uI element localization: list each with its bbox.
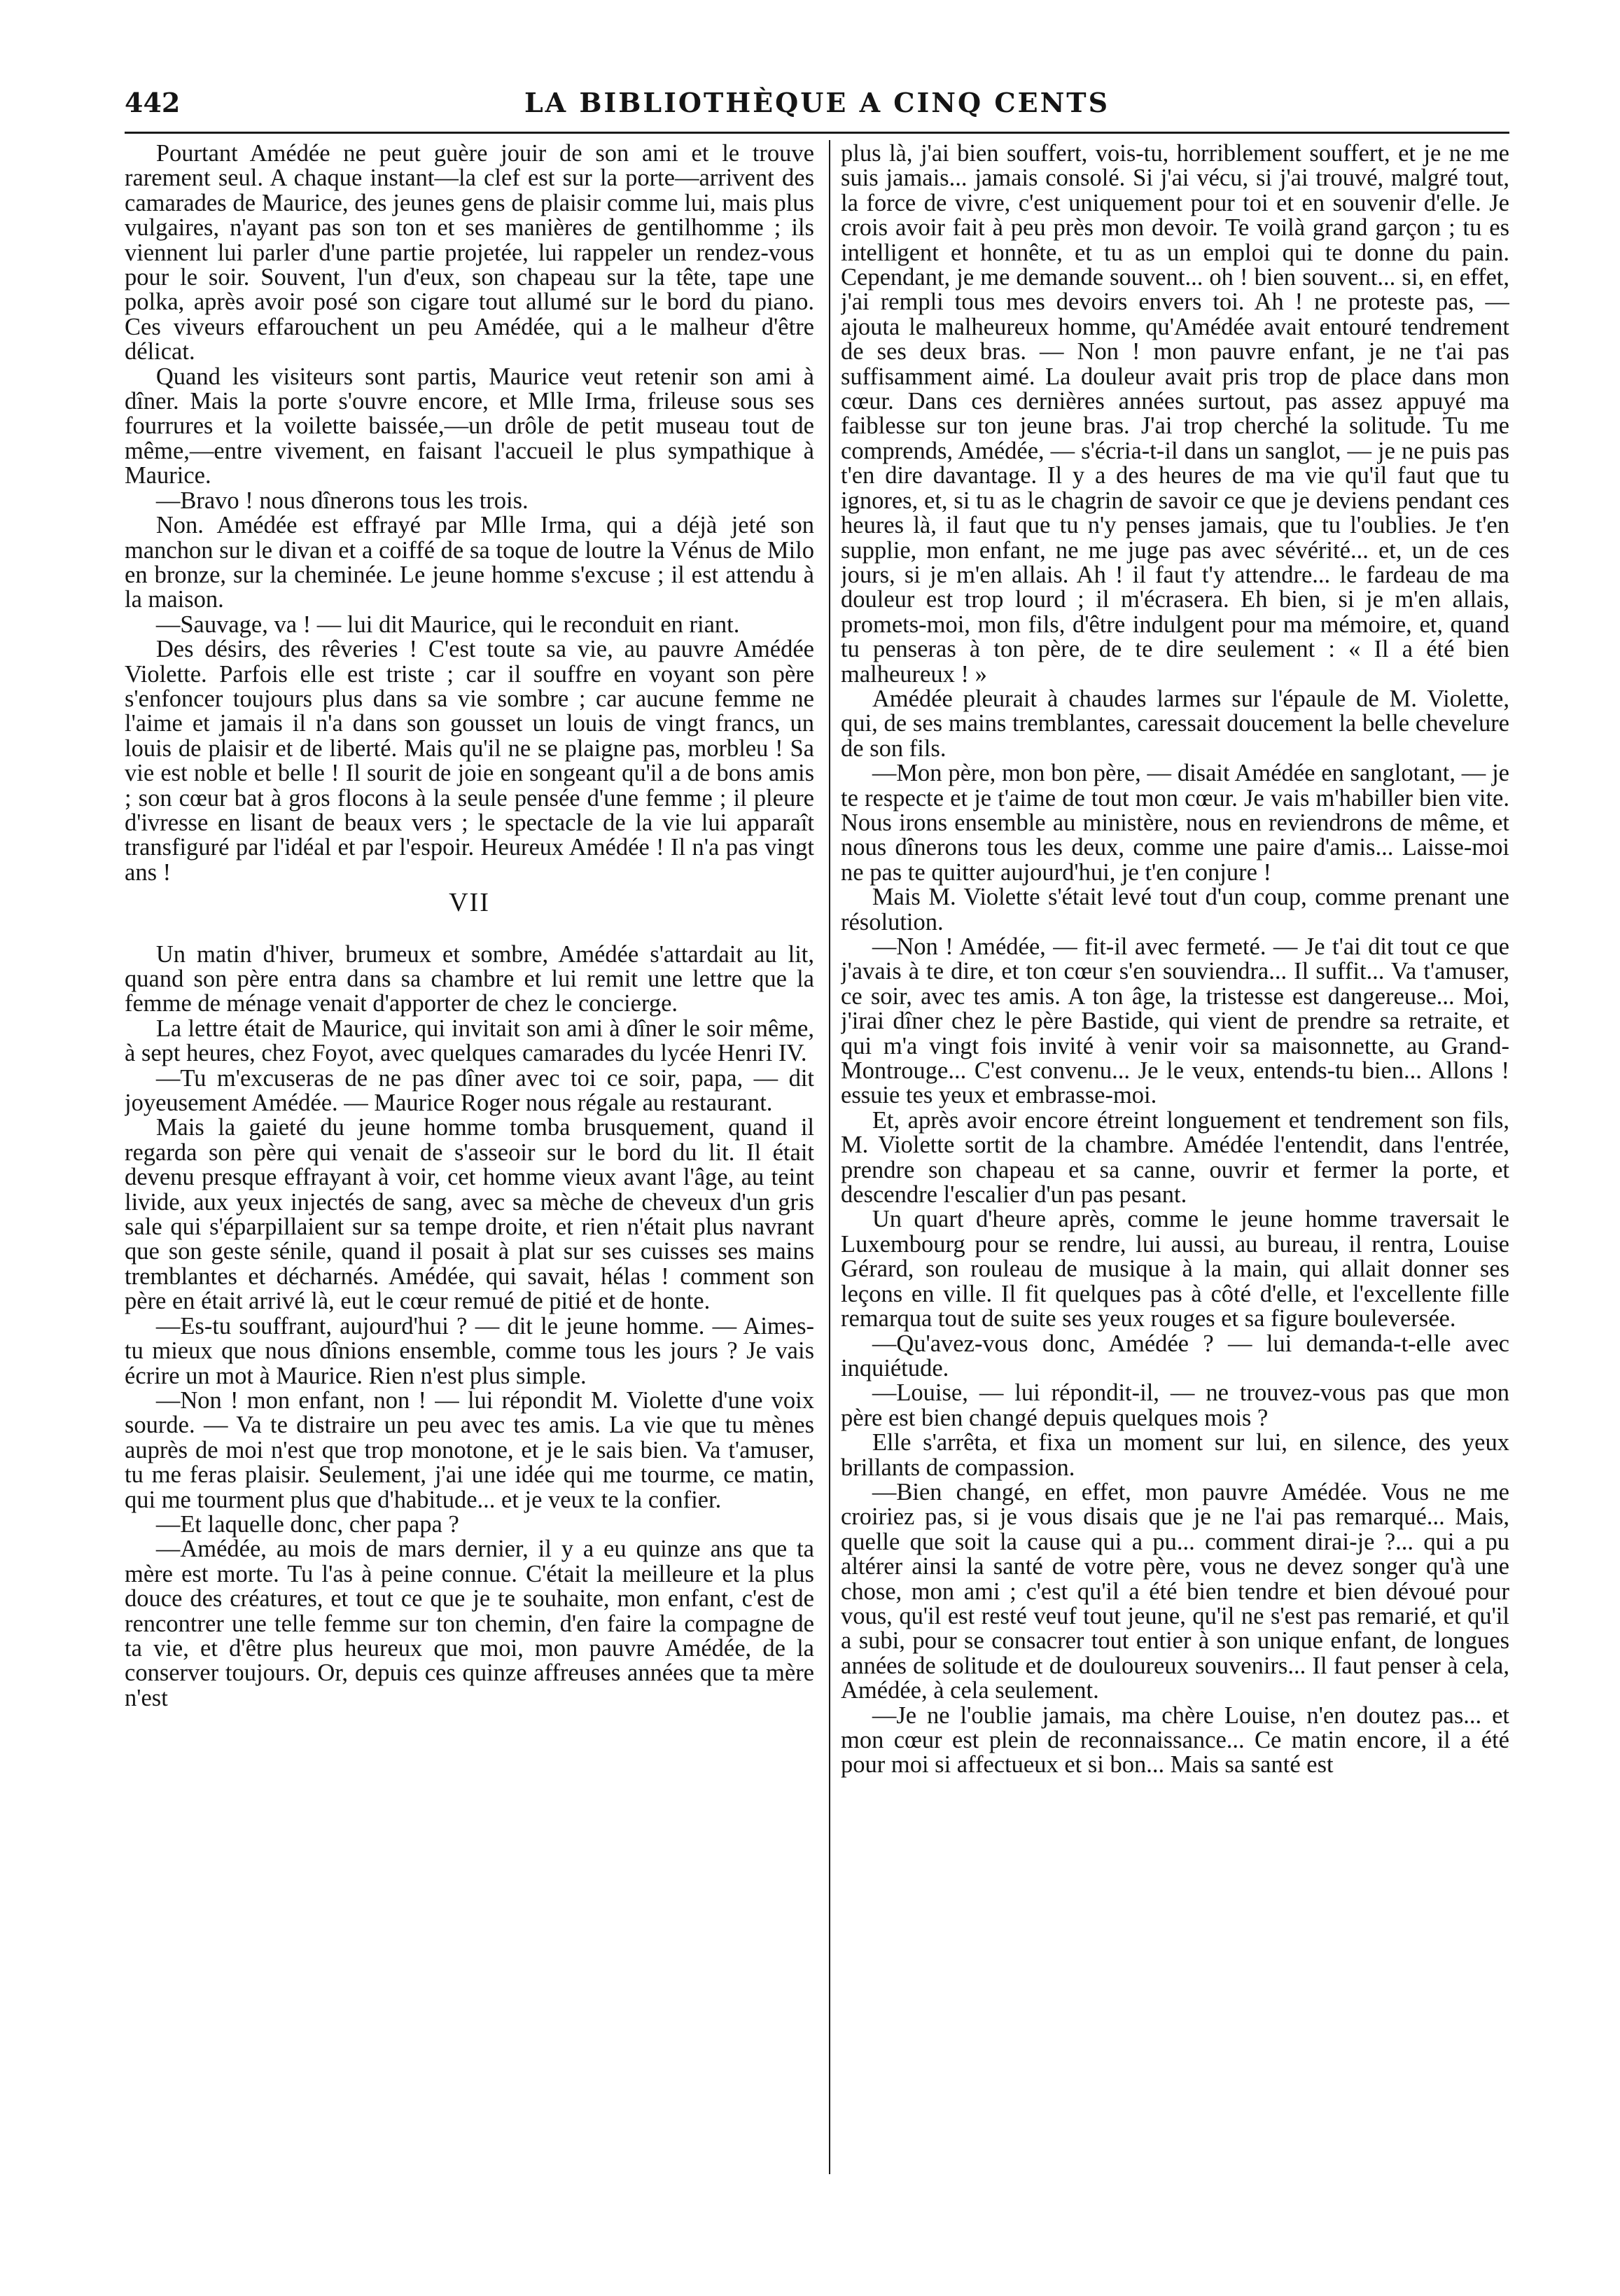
paragraph: —Tu m'excuseras de ne pas dîner avec toi ce soir, papa, — dit joyeusement Amédée. — Maurice Roger nous régale au restaurant. bbox=[125, 1064, 814, 1117]
left-column bbox=[125, 141, 814, 2172]
paragraph: Et, après avoir encore étreint longuement et tendrement son fils, M. Violette sortit de la chambre. Amédée l'entendit, dans l'entrée, prendre son chapeau et sa canne, ouvrir et fermer la porte, et descendre l'escalier d'un pas pesant. bbox=[841, 1106, 1509, 1209]
paragraph: —Je ne l'oublie jamais, ma chère Louise, n'en doutez pas... et mon cœur est plein de reconnaissance... Ce matin encore, il a été pour moi si affectueux et si bon... Mais sa santé est bbox=[841, 1702, 1509, 1779]
paragraph: —Sauvage, va ! — lui dit Maurice, qui le reconduit en riant. bbox=[155, 611, 740, 638]
page-number: 442 bbox=[125, 87, 181, 118]
paragraph: —Non ! Amédée, — fit-il avec fermeté. — Je t'ai dit tout ce que j'avais à te dire, et ton cœur s'en souviendra... Il suffit... Va t'amuser, ce soir, avec tes amis. A ton âge, la tristesse est dangereuse... Moi, j'irai dîner chez le père Bastide, qui vient de prendre sa retraite, et qui m'a vingt fois invité à venir voir sa maisonnette, au Grand-Montrouge... C'est convenu... Je le veux, entends-tu bien... Allons ! essuie tes yeux et embrasse-moi. bbox=[841, 933, 1509, 1109]
paragraph: —Es-tu souffrant, aujourd'hui ? — dit le jeune homme. — Aimes-tu mieux que nous dînions ensemble, comme tous les jours ? Je vais écrire un mot à Maurice. Rien n'est plus simple. bbox=[125, 1312, 814, 1389]
paragraph: —Bravo ! nous dînerons tous les trois. bbox=[155, 487, 529, 514]
paragraph: —Mon père, mon bon père, — disait Amédée en sanglotant, — je te respecte et je t'aime de tout mon cœur. Je vais m'habiller bien vite. Nous irons ensemble au ministère, nous en reviendrons de même, et nous dînerons tous les deux, comme une paire d'amis... Laisse-moi ne pas te quitter aujourd'hui, je t'en conjure ! bbox=[841, 760, 1509, 886]
paragraph: Amédée pleurait à chaudes larmes sur l'épaule de M. Violette, qui, de ses mains tremblantes, caressait doucement la belle chevelure de son fils. bbox=[841, 685, 1509, 762]
paragraph: La lettre était de Maurice, qui invitait son ami à dîner le soir même, à sept heures, chez Foyot, avec quelques camarades du lycée Henri IV. bbox=[125, 1015, 814, 1067]
header-rule bbox=[125, 132, 1509, 134]
paragraph: —Bien changé, en effet, mon pauvre Amédée. Vous ne me croiriez pas, si je vous disais que je ne l'ai pas remarqué... Mais, quelle que soit la cause qui a pu... comment dirai-je ?... qui a pu altérer ainsi la santé de votre père, vous ne devez songer qu'à une chose, mon ami ; c'est qu'il a été bien tendre et bien dévoué pour vous, qu'il est resté veuf tout jeune, qu'il ne s'est pas remarié, et qu'il a subi, pour se consacrer tout entier à son unique enfant, de longues années de solitude et de douloureux souvenirs... Il faut penser à cela, Amédée, à cela seulement. bbox=[841, 1478, 1509, 1704]
chapter-heading: VII bbox=[449, 888, 490, 918]
running-head: LA BIBLIOTHÈQUE A CINQ CENTS bbox=[524, 87, 1110, 118]
paragraph: Non. Amédée est effrayé par Mlle Irma, qui a déjà jeté son manchon sur le divan et a coiffé de sa toque de loutre la Vénus de Milo en bronze, sur la cheminée. Le jeune homme s'excuse ; il est attendu à la maison. bbox=[125, 512, 814, 613]
paragraph: Un quart d'heure après, comme le jeune homme traversait le Luxembourg pour se rendre, lui aussi, au bureau, il rentra, Louise Gérard, son rouleau de musique à la main, qui allait donner ses leçons en ville. Il fit quelques pas à côté d'elle, et l'excellente fille remarqua tout de suite ses yeux rouges et sa figure bouleversée. bbox=[841, 1206, 1509, 1333]
paragraph: Quand les visiteurs sont partis, Maurice veut retenir son ami à dîner. Mais la porte s'ouvre encore, et Mlle Irma, frileuse sous ses fourrures et la voilette baissée,—un drôle de petit museau tout de même,—entre vivement, en faisant l'accueil le plus sympathique à Maurice. bbox=[125, 363, 814, 489]
paragraph: plus là, j'ai bien souffert, vois-tu, horriblement souffert, et je ne me suis jamais... jamais consolé. Si j'ai vécu, si j'ai trouvé, malgré tout, la force de vivre, c'est uniquement pour toi et en souvenir d'elle. Je crois avoir fait à peu près mon devoir. Te voilà grand garçon ; tu es intelligent et honnête, et tu as un emploi qui te donne du pain. Cependant, je me demande souvent... oh ! bien souvent... si, en effet, j'ai rempli tous mes devoirs envers toi. Ah ! ne proteste pas, — ajouta le malheureux homme, qu'Amédée avait entouré tendrement de ses deux bras. — Non ! mon pauvre enfant, je ne t'ai pas suffisamment aimé. La douleur avait pris trop de place dans mon cœur. Dans ces dernières années surtout, pas assez appuyé ma faiblesse sur ton jeune bras. J'ai trop cherché la solitude. Tu me comprends, Amédée, — s'écria-t-il dans un sanglot, — je ne puis pas t'en dire davantage. Il y a des heures de ma vie qu'il faut que tu ignores, et, si tu as le chagrin de savoir ce que je deviens pendant ces heures là, il faut que tu n'y penses jamais, que tu l'oublies. Je t'en supplie, mon enfant, ne me juge pas avec sévérité... et, un de ces jours, si je m'en allais. Ah ! il faut t'y attendre... le fardeau de ma douleur est trop lourd ; il m'écrasera. Eh bien, si je m'en allais, promets-moi, mon fils, d'être indulgent pour ma mémoire, et, quand tu penseras à ton père, de te dire seulement : « Il a été bien malheureux ! » bbox=[841, 141, 1509, 688]
paragraph: Mais M. Violette s'était levé tout d'un coup, comme prenant une résolution. bbox=[841, 884, 1509, 935]
paragraph: Elle s'arrêta, et fixa un moment sur lui, en silence, des yeux brillants de compassion. bbox=[841, 1429, 1509, 1481]
paragraph: —Et laquelle donc, cher papa ? bbox=[155, 1510, 459, 1538]
paragraph: —Qu'avez-vous donc, Amédée ? — lui demanda-t-elle avec inquiétude. bbox=[841, 1330, 1509, 1382]
column-divider bbox=[829, 140, 830, 2174]
paragraph: Pourtant Amédée ne peut guère jouir de son ami et le trouve rarement seul. A chaque instant—la clef est sur la porte—arrivent des camarades de Maurice, des jeunes gens de plaisir comme lui, mais plus vulgaires, n'ayant pas son ton et ses manières de gentilhomme ; ils viennent lui parler d'une partie projetée, lui rappeler un rendez-vous pour le soir. Souvent, l'un d'eux, son chapeau sur la tête, tape une polka, après avoir posé son cigare tout allumé sur le bord du piano. Ces viveurs effarouchent un peu Amédée, qui a le malheur d'être délicat. bbox=[125, 141, 814, 366]
paragraph: —Non ! mon enfant, non ! — lui répondit M. Violette d'une voix sourde. — Va te distraire un peu avec tes amis. La vie que tu mènes auprès de moi n'est que trop monotone, et je le sais bien. Va t'amuser, tu me feras plaisir. Seulement, j'ai une idée qui me tourme, ce matin, qui me tourment plus que d'habitude... et je veux te la confier. bbox=[125, 1386, 814, 1513]
paragraph: Mais la gaieté du jeune homme tomba brusquement, quand il regarda son père qui venait de s'asseoir sur le bord du lit. Il était devenu presque effrayant à voir, cet homme vieux avant l'âge, au teint livide, aux yeux injectés de sang, avec sa mèche de cheveux d'un gris sale qui s'éparpillaient sur sa tempe droite, et rien n'était plus navrant que son geste sénile, quand il posait à plat sur ses cuisses ses mains tremblantes et décharnés. Amédée, qui savait, hélas ! comment son père en était arrivé là, eut le cœur remué de pitié et de honte. bbox=[125, 1114, 814, 1315]
page-header bbox=[125, 83, 1509, 125]
paragraph: Un matin d'hiver, brumeux et sombre, Amédée s'attardait au lit, quand son père entra dans sa chambre et lui remit une lettre que la femme de ménage venait d'apporter de chez le concierge. bbox=[125, 940, 814, 1017]
right-column bbox=[841, 141, 1509, 2172]
paragraph: —Amédée, au mois de mars dernier, il y a eu quinze ans que ta mère est morte. Tu l'as à peine connue. C'était la meilleure et la plus douce des créatures, et tout ce que je te souhaite, mon enfant, c'est de rencontrer une telle femme sur ton chemin, d'en faire la compagne de ta vie, et d'être plus heureux que moi, mon pauvre Amédée, de la conserver toujours. Or, depuis ces quinze affreuses années que ta mère n'est bbox=[125, 1536, 814, 1711]
paragraph: —Louise, — lui répondit-il, — ne trouvez-vous pas que mon père est bien changé depuis quelques mois ? bbox=[841, 1379, 1509, 1431]
paragraph: Des désirs, des rêveries ! C'est toute sa vie, au pauvre Amédée Violette. Parfois elle est triste ; car il souffre en voyant son père s'enfoncer toujours plus dans sa vie sombre ; car aucune femme ne l'aime et jamais il n'a dans son gousset un louis de vingt francs, un louis de plaisir et de liberté. Mais qu'il ne se plaigne pas, morbleu ! Sa vie est noble et belle ! Il sourit de joie en songeant qu'il a de bons amis ; son cœur bat à gros flocons à la seule pensée d'une femme ; il pleure d'ivresse en lisant de beaux vers ; le spectacle de la vie lui apparaît transfiguré par l'idéal et par l'espoir. Heureux Amédée ! Il n'a pas vingt ans ! bbox=[125, 636, 814, 886]
